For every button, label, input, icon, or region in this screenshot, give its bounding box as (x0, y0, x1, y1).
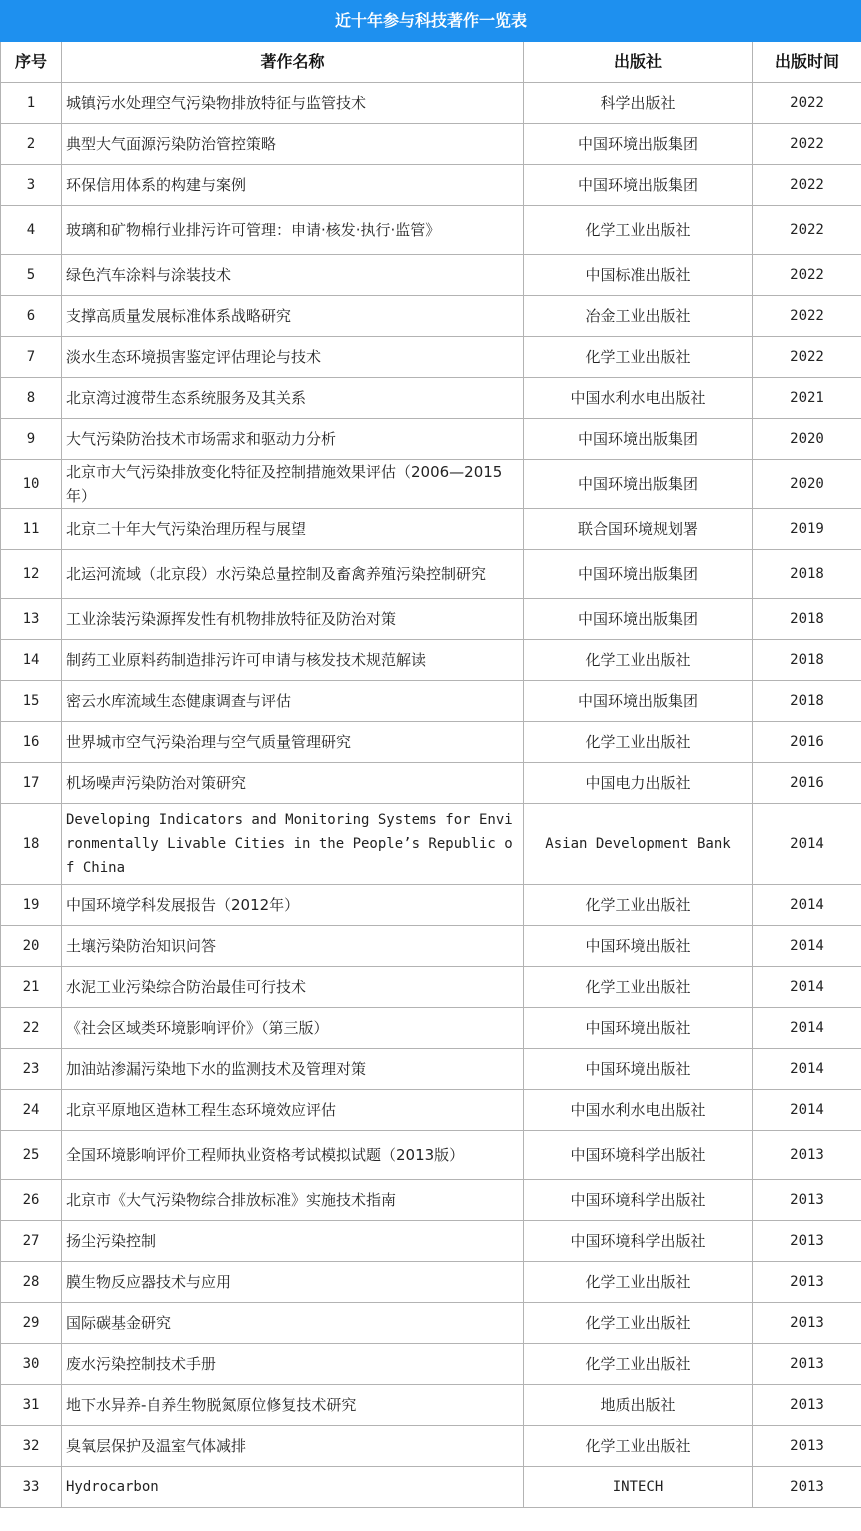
row-publisher: 中国环境出版社 (524, 926, 753, 967)
row-publisher: 化学工业出版社 (524, 1303, 753, 1344)
row-year: 2022 (753, 337, 861, 378)
table-row (1, 1131, 861, 1180)
row-no: 2 (1, 124, 62, 165)
row-publisher: 中国水利水电出版社 (524, 1090, 753, 1131)
row-title: 北京平原地区造林工程生态环境效应评估 (62, 1090, 524, 1131)
table-row (1, 206, 861, 255)
row-publisher: 化学工业出版社 (524, 1262, 753, 1303)
table-row (1, 1426, 861, 1467)
row-publisher: 化学工业出版社 (524, 722, 753, 763)
row-no: 33 (1, 1467, 62, 1508)
header-row (1, 42, 861, 83)
table-row (1, 83, 861, 124)
row-no: 11 (1, 509, 62, 550)
row-title: 土壤污染防治知识问答 (62, 926, 524, 967)
row-publisher: 中国环境出版集团 (524, 124, 753, 165)
row-year: 2022 (753, 255, 861, 296)
row-no: 15 (1, 681, 62, 722)
row-year: 2016 (753, 722, 861, 763)
table-row (1, 885, 861, 926)
table-row (1, 1385, 861, 1426)
row-year: 2014 (753, 1090, 861, 1131)
table-row (1, 804, 861, 885)
table-row (1, 509, 861, 550)
row-publisher: 联合国环境规划署 (524, 509, 753, 550)
row-year: 2018 (753, 599, 861, 640)
table-row (1, 1049, 861, 1090)
row-title: 淡水生态环境损害鉴定评估理论与技术 (62, 337, 524, 378)
row-title: 密云水库流域生态健康调查与评估 (62, 681, 524, 722)
row-no: 16 (1, 722, 62, 763)
header-no: 序号 (1, 42, 62, 83)
row-year: 2018 (753, 550, 861, 599)
row-publisher: 中国环境科学出版社 (524, 1221, 753, 1262)
row-no: 4 (1, 206, 62, 255)
row-title: 北京市大气污染排放变化特征及控制措施效果评估（2006—2015年） (62, 460, 524, 509)
row-no: 12 (1, 550, 62, 599)
table-row (1, 1467, 861, 1508)
row-title: 玻璃和矿物棉行业排污许可管理：申请·核发·执行·监管》 (62, 206, 524, 255)
row-title: 世界城市空气污染治理与空气质量管理研究 (62, 722, 524, 763)
row-no: 17 (1, 763, 62, 804)
row-title: 支撑高质量发展标准体系战略研究 (62, 296, 524, 337)
row-year: 2021 (753, 378, 861, 419)
row-title: 废水污染控制技术手册 (62, 1344, 524, 1385)
table-row (1, 1262, 861, 1303)
row-no: 7 (1, 337, 62, 378)
row-title: 典型大气面源污染防治管控策略 (62, 124, 524, 165)
row-title: 臭氧层保护及温室气体减排 (62, 1426, 524, 1467)
row-no: 29 (1, 1303, 62, 1344)
header-publisher: 出版社 (524, 42, 753, 83)
row-title: 扬尘污染控制 (62, 1221, 524, 1262)
row-no: 25 (1, 1131, 62, 1180)
row-title: 制药工业原料药制造排污许可申请与核发技术规范解读 (62, 640, 524, 681)
row-year: 2013 (753, 1180, 861, 1221)
row-no: 20 (1, 926, 62, 967)
row-title: 环保信用体系的构建与案例 (62, 165, 524, 206)
row-title: 全国环境影响评价工程师执业资格考试模拟试题（2013版） (62, 1131, 524, 1180)
row-publisher: 化学工业出版社 (524, 206, 753, 255)
table-title: 近十年参与科技著作一览表 (1, 1, 861, 42)
row-no: 19 (1, 885, 62, 926)
row-year: 2014 (753, 885, 861, 926)
row-no: 8 (1, 378, 62, 419)
row-year: 2013 (753, 1221, 861, 1262)
table-row (1, 165, 861, 206)
row-publisher: 中国电力出版社 (524, 763, 753, 804)
table-row (1, 722, 861, 763)
row-year: 2018 (753, 681, 861, 722)
row-title: 北京市《大气污染物综合排放标准》实施技术指南 (62, 1180, 524, 1221)
table-row (1, 967, 861, 1008)
row-publisher: 中国环境出版集团 (524, 460, 753, 509)
row-no: 32 (1, 1426, 62, 1467)
row-title: 国际碳基金研究 (62, 1303, 524, 1344)
row-year: 2018 (753, 640, 861, 681)
row-no: 10 (1, 460, 62, 509)
row-title: 机场噪声污染防治对策研究 (62, 763, 524, 804)
row-publisher: 化学工业出版社 (524, 640, 753, 681)
row-year: 2014 (753, 804, 861, 885)
table-row (1, 681, 861, 722)
row-year: 2013 (753, 1303, 861, 1344)
row-publisher: 中国环境出版集团 (524, 419, 753, 460)
table-row (1, 124, 861, 165)
row-year: 2013 (753, 1467, 861, 1508)
row-title: 大气污染防治技术市场需求和驱动力分析 (62, 419, 524, 460)
row-no: 26 (1, 1180, 62, 1221)
table-row (1, 1090, 861, 1131)
row-publisher: 中国水利水电出版社 (524, 378, 753, 419)
row-year: 2019 (753, 509, 861, 550)
header-year: 出版时间 (753, 42, 861, 83)
row-year: 2020 (753, 460, 861, 509)
row-publisher: Asian Development Bank (524, 804, 753, 885)
row-no: 30 (1, 1344, 62, 1385)
row-no: 28 (1, 1262, 62, 1303)
row-year: 2014 (753, 1049, 861, 1090)
row-publisher: 化学工业出版社 (524, 967, 753, 1008)
row-publisher: 中国环境出版社 (524, 1049, 753, 1090)
table-row (1, 550, 861, 599)
row-no: 3 (1, 165, 62, 206)
row-publisher: 中国环境出版集团 (524, 550, 753, 599)
row-no: 23 (1, 1049, 62, 1090)
row-year: 2020 (753, 419, 861, 460)
row-year: 2013 (753, 1131, 861, 1180)
table-row (1, 599, 861, 640)
row-no: 5 (1, 255, 62, 296)
table-row (1, 1180, 861, 1221)
row-year: 2013 (753, 1344, 861, 1385)
row-publisher: 化学工业出版社 (524, 1344, 753, 1385)
row-publisher: 化学工业出版社 (524, 337, 753, 378)
row-year: 2014 (753, 1008, 861, 1049)
row-no: 13 (1, 599, 62, 640)
row-title: 城镇污水处理空气污染物排放特征与监管技术 (62, 83, 524, 124)
table-row (1, 1008, 861, 1049)
row-year: 2022 (753, 83, 861, 124)
row-no: 21 (1, 967, 62, 1008)
row-publisher: 中国环境出版集团 (524, 599, 753, 640)
table-row (1, 1344, 861, 1385)
row-year: 2013 (753, 1385, 861, 1426)
row-year: 2016 (753, 763, 861, 804)
row-publisher: 冶金工业出版社 (524, 296, 753, 337)
row-year: 2022 (753, 296, 861, 337)
row-title: 地下水异养-自养生物脱氮原位修复技术研究 (62, 1385, 524, 1426)
row-publisher: 中国环境科学出版社 (524, 1131, 753, 1180)
row-title: 北京二十年大气污染治理历程与展望 (62, 509, 524, 550)
row-title: 工业涂装污染源挥发性有机物排放特征及防治对策 (62, 599, 524, 640)
row-year: 2014 (753, 926, 861, 967)
row-no: 18 (1, 804, 62, 885)
row-no: 27 (1, 1221, 62, 1262)
table-row (1, 255, 861, 296)
table-row (1, 1221, 861, 1262)
row-publisher: 中国环境科学出版社 (524, 1180, 753, 1221)
row-year: 2013 (753, 1426, 861, 1467)
row-publisher: 中国环境出版集团 (524, 681, 753, 722)
table-row (1, 296, 861, 337)
row-publisher: 地质出版社 (524, 1385, 753, 1426)
table-row (1, 460, 861, 509)
table-row (1, 640, 861, 681)
row-year: 2022 (753, 165, 861, 206)
table-title-row (1, 1, 861, 42)
row-title: 加油站渗漏污染地下水的监测技术及管理对策 (62, 1049, 524, 1090)
table-row (1, 1303, 861, 1344)
table-row (1, 378, 861, 419)
row-title: 绿色汽车涂料与涂装技术 (62, 255, 524, 296)
row-publisher: 化学工业出版社 (524, 885, 753, 926)
row-title: 《社会区域类环境影响评价》（第三版） (62, 1008, 524, 1049)
row-title: 中国环境学科发展报告（2012年） (62, 885, 524, 926)
table-row (1, 337, 861, 378)
row-title: 北运河流域（北京段）水污染总量控制及畜禽养殖污染控制研究 (62, 550, 524, 599)
row-publisher: 中国环境出版社 (524, 1008, 753, 1049)
row-publisher: 中国环境出版集团 (524, 165, 753, 206)
table-row (1, 763, 861, 804)
row-no: 24 (1, 1090, 62, 1131)
row-publisher: INTECH (524, 1467, 753, 1508)
header-name: 著作名称 (62, 42, 524, 83)
row-title: Developing Indicators and Monitoring Systems for Environmentally Livable Cities in the People’s Republic of China (62, 804, 524, 885)
row-year: 2014 (753, 967, 861, 1008)
row-publisher: 化学工业出版社 (524, 1426, 753, 1467)
row-title: 水泥工业污染综合防治最佳可行技术 (62, 967, 524, 1008)
row-publisher: 科学出版社 (524, 83, 753, 124)
row-no: 31 (1, 1385, 62, 1426)
row-year: 2022 (753, 124, 861, 165)
row-year: 2022 (753, 206, 861, 255)
row-publisher: 中国标准出版社 (524, 255, 753, 296)
row-year: 2013 (753, 1262, 861, 1303)
row-title: 膜生物反应器技术与应用 (62, 1262, 524, 1303)
row-title: Hydrocarbon (62, 1467, 524, 1508)
row-no: 22 (1, 1008, 62, 1049)
row-no: 14 (1, 640, 62, 681)
row-no: 6 (1, 296, 62, 337)
table-row (1, 926, 861, 967)
row-no: 9 (1, 419, 62, 460)
table-row (1, 419, 861, 460)
row-no: 1 (1, 83, 62, 124)
row-title: 北京湾过渡带生态系统服务及其关系 (62, 378, 524, 419)
